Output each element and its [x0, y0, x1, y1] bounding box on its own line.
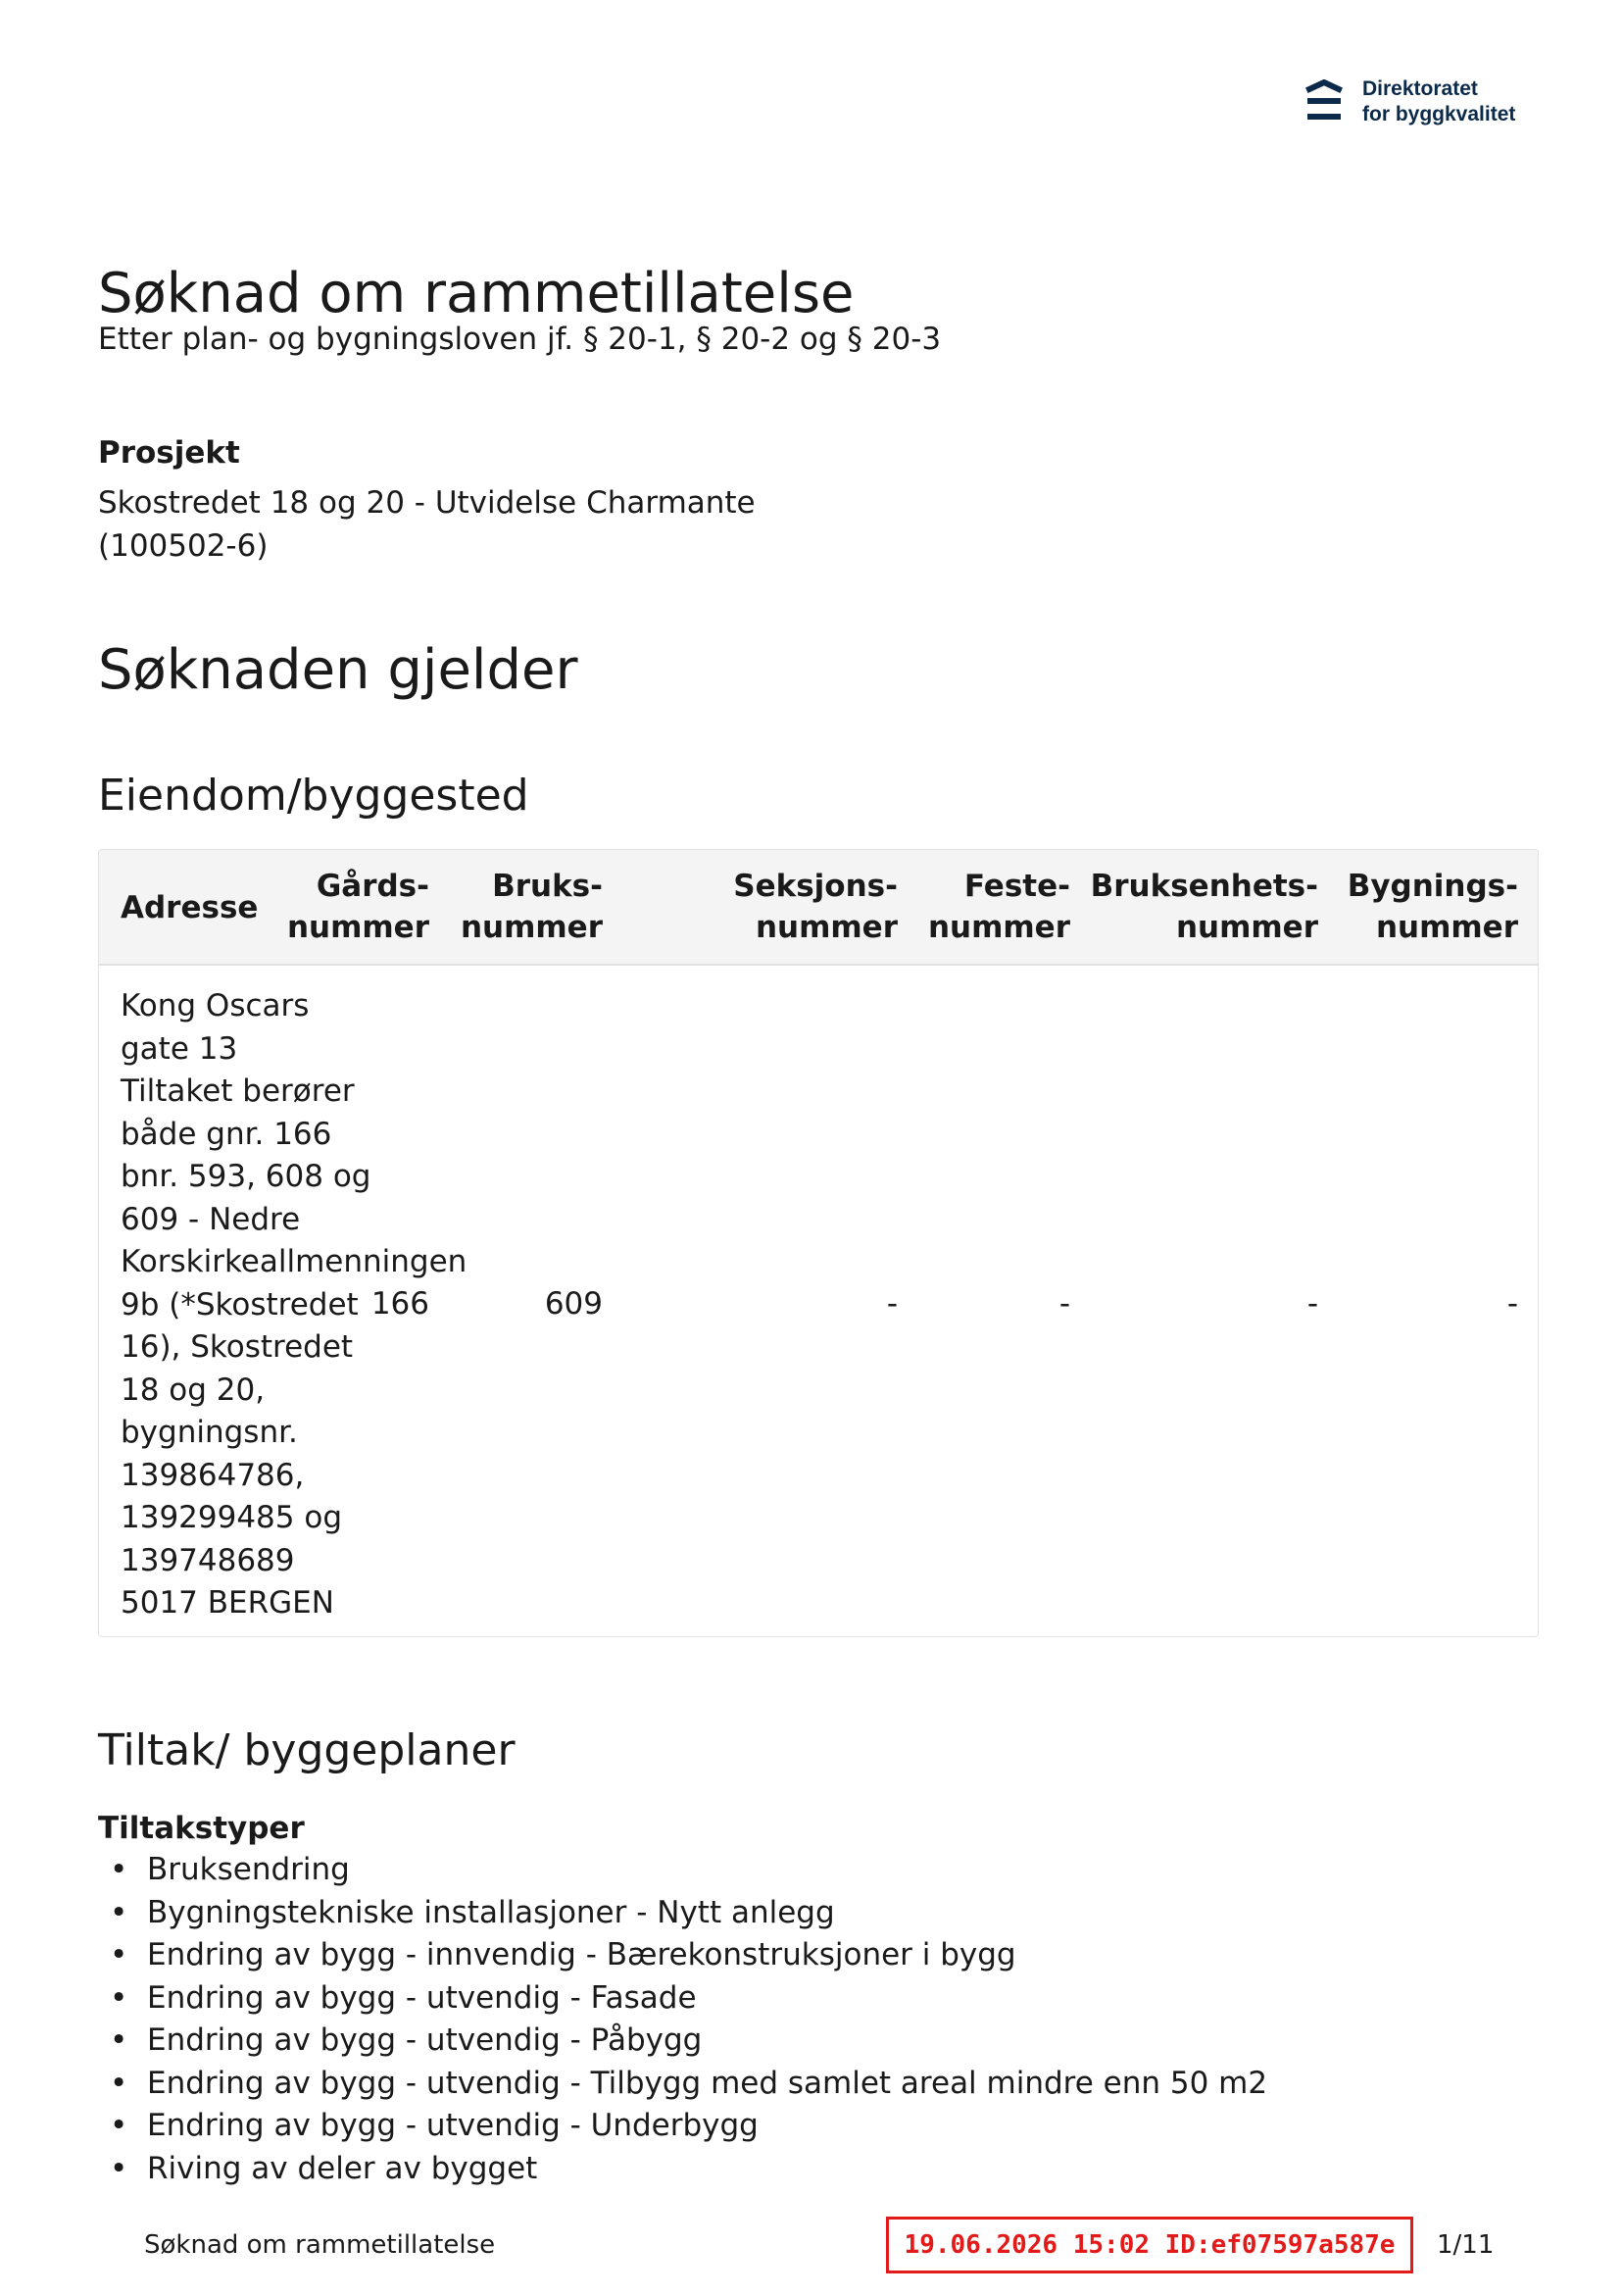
document-title: Søknad om rammetillatelse: [98, 262, 855, 325]
address-line: 5017 BERGEN: [121, 1585, 334, 1621]
project-label: Prosjekt: [98, 435, 240, 471]
address-line: 609 - Nedre: [121, 1201, 301, 1237]
address-line: 18 og 20,: [121, 1372, 266, 1408]
header-adresse: Adresse: [121, 890, 259, 925]
tiltakstyper-list: [98, 1849, 1267, 2190]
list-item: • Endring av bygg - utvendig - Tilbygg med samlet areal mindre enn 50 m2: [98, 2063, 1267, 2106]
address-line: 16), Skostredet: [121, 1329, 354, 1365]
address-line: Kong Oscars: [121, 988, 310, 1023]
cell-seksjonsnummer: -: [886, 1286, 898, 1322]
timestamp-id-stamp: 19.06.2026 15:02 ID:ef07597a587e: [886, 2217, 1413, 2273]
header-gardsnummer: Gårds- nummer: [286, 869, 429, 945]
header-bruksenhetsnummer: Bruksenhets- nummer: [1090, 869, 1318, 945]
cell-bruksnummer: 609: [544, 1286, 603, 1322]
logo-wordmark: [1362, 76, 1515, 127]
cell-bruksenhetsnummer: -: [1306, 1286, 1318, 1322]
list-item: • Endring av bygg - utvendig - Fasade: [98, 1977, 1267, 2021]
list-item: • Endring av bygg - utvendig - Påbygg: [98, 2020, 1267, 2063]
page-number: 1/11: [1437, 2230, 1495, 2260]
list-item: • Bygningstekniske installasjoner - Nytt anlegg: [98, 1892, 1267, 1935]
address-line: bygningsnr.: [121, 1415, 298, 1450]
address-line: Tiltaket berører: [121, 1073, 355, 1109]
project-name-line-2: (100502-6): [98, 528, 269, 564]
address-line: gate 13: [121, 1030, 238, 1067]
list-item: • Endring av bygg - utvendig - Underbygg: [98, 2105, 1267, 2148]
tiltakstyper-label: Tiltakstyper: [98, 1811, 305, 1846]
cell-gardsnummer: 166: [370, 1286, 429, 1322]
project-name-line-1: Skostredet 18 og 20 - Utvidelse Charmante: [98, 485, 756, 521]
table-header: [99, 850, 1538, 966]
address-line: både gnr. 166: [121, 1116, 332, 1152]
property-table: [98, 849, 1539, 1637]
document-subtitle: Etter plan- og bygningsloven jf. § 20-1, § 20-2 og § 20-3: [98, 322, 942, 357]
header-bruksnummer: Bruks- nummer: [460, 869, 603, 945]
cell-bygningsnummer: -: [1506, 1286, 1518, 1322]
header-festenummer: Feste- nummer: [927, 869, 1070, 945]
list-item: • Bruksendring: [98, 1849, 1267, 1892]
dibk-logo-icon: [1305, 79, 1343, 125]
footer-title: Søknad om rammetillatelse: [144, 2230, 496, 2260]
header-seksjonsnummer: Seksjons- nummer: [733, 869, 898, 945]
list-item: • Endring av bygg - innvendig - Bærekonstruksjoner i bygg: [98, 1934, 1267, 1977]
address-line: 9b (*Skostredet: [121, 1286, 359, 1323]
address-line: 139748689: [121, 1542, 295, 1578]
address-line: 139299485 og: [121, 1500, 343, 1535]
logo-line-1: Direktoratet: [1362, 77, 1478, 100]
logo-line-2: for byggkvalitet: [1362, 103, 1516, 125]
tiltak-heading: Tiltak/ byggeplaner: [98, 1725, 516, 1775]
address-line: Korskirkeallmenningen: [121, 1244, 467, 1279]
dibk-logo: [1305, 76, 1515, 127]
address-line: bnr. 593, 608 og: [121, 1159, 371, 1194]
list-item: • Riving av deler av bygget: [98, 2148, 1267, 2191]
project-name: [98, 481, 756, 568]
property-heading: Eiendom/byggested: [98, 771, 529, 821]
address-line: 139864786,: [121, 1457, 305, 1493]
cell-festenummer: -: [1058, 1286, 1070, 1322]
section-title: Søknaden gjelder: [98, 638, 578, 702]
header-bygningsnummer: Bygnings- nummer: [1347, 869, 1518, 945]
